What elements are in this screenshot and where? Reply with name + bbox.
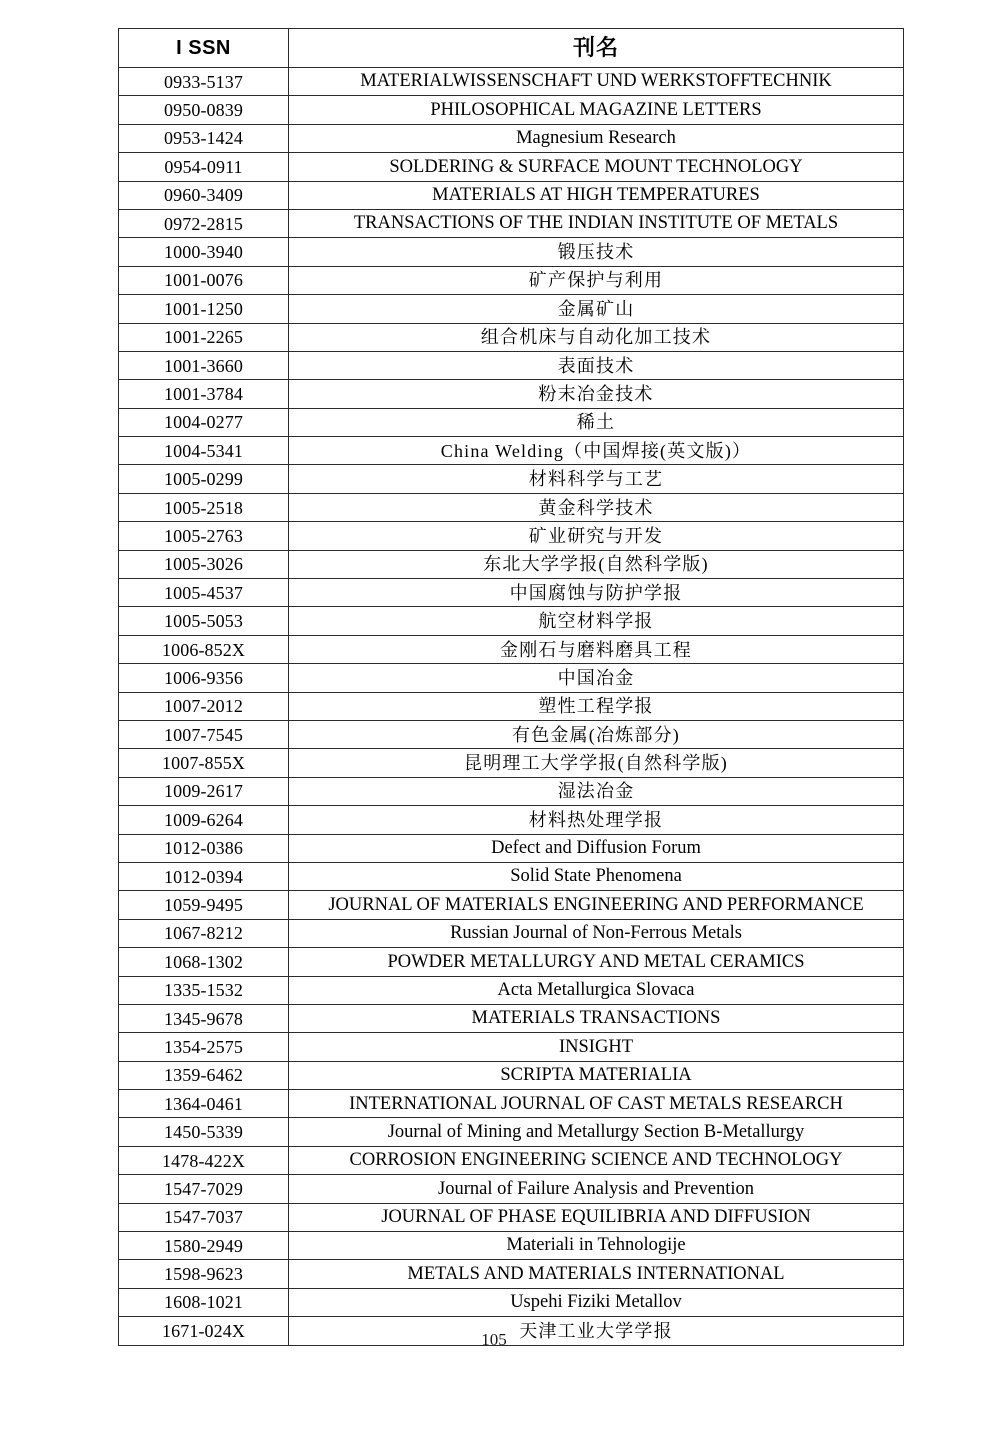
cell-issn: 0954-0911	[119, 153, 289, 181]
table-row	[119, 323, 904, 351]
cell-issn: 1359-6462	[119, 1061, 289, 1089]
cell-issn: 1005-0299	[119, 465, 289, 493]
cell-issn: 1345-9678	[119, 1004, 289, 1032]
cell-issn: 0972-2815	[119, 209, 289, 237]
table-row	[119, 749, 904, 777]
table-row	[119, 1004, 904, 1032]
cell-journal-title: Defect and Diffusion Forum	[289, 834, 904, 862]
cell-issn: 1005-2763	[119, 522, 289, 550]
cell-journal-title: Journal of Failure Analysis and Prevention	[289, 1175, 904, 1203]
table-row	[119, 862, 904, 890]
cell-journal-title: 矿业研究与开发	[289, 522, 904, 550]
cell-journal-title: 锻压技术	[289, 238, 904, 266]
table-body	[119, 68, 904, 1346]
table-row	[119, 96, 904, 124]
cell-journal-title: MATERIALWISSENSCHAFT UND WERKSTOFFTECHNIK	[289, 68, 904, 96]
table-row	[119, 295, 904, 323]
cell-journal-title: METALS AND MATERIALS INTERNATIONAL	[289, 1260, 904, 1288]
cell-issn: 1007-2012	[119, 692, 289, 720]
cell-journal-title: Magnesium Research	[289, 124, 904, 152]
table-row	[119, 1203, 904, 1231]
cell-issn: 1335-1532	[119, 976, 289, 1004]
table-row	[119, 408, 904, 436]
cell-issn: 1067-8212	[119, 919, 289, 947]
cell-journal-title: Journal of Mining and Metallurgy Section B-Metallurgy	[289, 1118, 904, 1146]
cell-journal-title: INTERNATIONAL JOURNAL OF CAST METALS RESEARCH	[289, 1090, 904, 1118]
cell-journal-title: 材料科学与工艺	[289, 465, 904, 493]
cell-issn: 1007-855X	[119, 749, 289, 777]
cell-issn: 1005-3026	[119, 550, 289, 578]
cell-journal-title: SCRIPTA MATERIALIA	[289, 1061, 904, 1089]
cell-issn: 1001-1250	[119, 295, 289, 323]
cell-journal-title: 天津工业大学学报	[289, 1317, 904, 1345]
table-row	[119, 493, 904, 521]
cell-journal-title: MATERIALS AT HIGH TEMPERATURES	[289, 181, 904, 209]
cell-issn: 0950-0839	[119, 96, 289, 124]
table-row	[119, 919, 904, 947]
table-row	[119, 579, 904, 607]
cell-journal-title: 金属矿山	[289, 295, 904, 323]
cell-issn: 1005-5053	[119, 607, 289, 635]
cell-journal-title: SOLDERING & SURFACE MOUNT TECHNOLOGY	[289, 153, 904, 181]
table-row	[119, 1260, 904, 1288]
cell-journal-title: 矿产保护与利用	[289, 266, 904, 294]
table-row	[119, 1118, 904, 1146]
cell-issn: 1012-0386	[119, 834, 289, 862]
cell-journal-title: 中国冶金	[289, 664, 904, 692]
cell-journal-title: 航空材料学报	[289, 607, 904, 635]
column-header-issn: I SSN	[119, 29, 289, 68]
cell-journal-title: Acta Metallurgica Slovaca	[289, 976, 904, 1004]
table-header	[119, 29, 904, 68]
table-row	[119, 1288, 904, 1316]
table-row	[119, 1146, 904, 1174]
table-row	[119, 777, 904, 805]
cell-journal-title: China Welding（中国焊接(英文版)）	[289, 437, 904, 465]
cell-journal-title: 塑性工程学报	[289, 692, 904, 720]
cell-issn: 1012-0394	[119, 862, 289, 890]
table-row	[119, 834, 904, 862]
cell-issn: 0953-1424	[119, 124, 289, 152]
cell-journal-title: MATERIALS TRANSACTIONS	[289, 1004, 904, 1032]
cell-issn: 1671-024X	[119, 1317, 289, 1345]
table-row	[119, 948, 904, 976]
cell-issn: 1059-9495	[119, 891, 289, 919]
table-row	[119, 380, 904, 408]
table-row	[119, 891, 904, 919]
cell-journal-title: 黄金科学技术	[289, 493, 904, 521]
page-number: 105	[481, 1330, 507, 1349]
cell-journal-title: 组合机床与自动化加工技术	[289, 323, 904, 351]
table-row	[119, 68, 904, 96]
table-header-row	[119, 29, 904, 68]
cell-issn: 1006-852X	[119, 635, 289, 663]
table-row	[119, 720, 904, 748]
table-row	[119, 266, 904, 294]
cell-journal-title: 表面技术	[289, 351, 904, 379]
cell-journal-title: PHILOSOPHICAL MAGAZINE LETTERS	[289, 96, 904, 124]
table-row	[119, 209, 904, 237]
table-row	[119, 692, 904, 720]
table-row	[119, 550, 904, 578]
cell-journal-title: POWDER METALLURGY AND METAL CERAMICS	[289, 948, 904, 976]
cell-journal-title: 稀土	[289, 408, 904, 436]
table-row	[119, 1033, 904, 1061]
journal-issn-table	[118, 28, 904, 1346]
cell-issn: 1005-2518	[119, 493, 289, 521]
cell-issn: 1001-2265	[119, 323, 289, 351]
table-row	[119, 664, 904, 692]
column-header-title: 刊名	[289, 29, 904, 68]
cell-issn: 1598-9623	[119, 1260, 289, 1288]
table-row	[119, 181, 904, 209]
table-row	[119, 1061, 904, 1089]
table-row	[119, 1175, 904, 1203]
cell-journal-title: INSIGHT	[289, 1033, 904, 1061]
cell-journal-title: 有色金属(冶炼部分)	[289, 720, 904, 748]
cell-journal-title: 东北大学学报(自然科学版)	[289, 550, 904, 578]
cell-issn: 1608-1021	[119, 1288, 289, 1316]
table-row	[119, 976, 904, 1004]
table-row	[119, 1090, 904, 1118]
cell-issn: 1580-2949	[119, 1232, 289, 1260]
cell-issn: 1478-422X	[119, 1146, 289, 1174]
cell-journal-title: 湿法冶金	[289, 777, 904, 805]
cell-issn: 1005-4537	[119, 579, 289, 607]
cell-journal-title: 中国腐蚀与防护学报	[289, 579, 904, 607]
cell-issn: 1364-0461	[119, 1090, 289, 1118]
cell-journal-title: Solid State Phenomena	[289, 862, 904, 890]
table-row	[119, 635, 904, 663]
cell-issn: 1001-0076	[119, 266, 289, 294]
cell-issn: 1001-3660	[119, 351, 289, 379]
cell-journal-title: JOURNAL OF MATERIALS ENGINEERING AND PERFORMANCE	[289, 891, 904, 919]
cell-issn: 1001-3784	[119, 380, 289, 408]
table-row	[119, 153, 904, 181]
table-row	[119, 238, 904, 266]
table-row	[119, 465, 904, 493]
cell-journal-title: 粉末冶金技术	[289, 380, 904, 408]
cell-issn: 1004-5341	[119, 437, 289, 465]
table-row	[119, 124, 904, 152]
cell-journal-title: JOURNAL OF PHASE EQUILIBRIA AND DIFFUSION	[289, 1203, 904, 1231]
table-row	[119, 607, 904, 635]
cell-journal-title: CORROSION ENGINEERING SCIENCE AND TECHNOLOGY	[289, 1146, 904, 1174]
cell-issn: 1006-9356	[119, 664, 289, 692]
cell-issn: 1068-1302	[119, 948, 289, 976]
cell-issn: 1004-0277	[119, 408, 289, 436]
cell-issn: 0933-5137	[119, 68, 289, 96]
cell-issn: 1009-2617	[119, 777, 289, 805]
cell-issn: 1354-2575	[119, 1033, 289, 1061]
table-row	[119, 437, 904, 465]
cell-issn: 1009-6264	[119, 806, 289, 834]
cell-journal-title: TRANSACTIONS OF THE INDIAN INSTITUTE OF METALS	[289, 209, 904, 237]
cell-journal-title: 昆明理工大学学报(自然科学版)	[289, 749, 904, 777]
cell-issn: 1547-7029	[119, 1175, 289, 1203]
cell-issn: 1007-7545	[119, 720, 289, 748]
cell-issn: 0960-3409	[119, 181, 289, 209]
cell-journal-title: Materiali in Tehnologije	[289, 1232, 904, 1260]
cell-issn: 1000-3940	[119, 238, 289, 266]
cell-issn: 1547-7037	[119, 1203, 289, 1231]
cell-issn: 1450-5339	[119, 1118, 289, 1146]
cell-journal-title: 材料热处理学报	[289, 806, 904, 834]
cell-journal-title: Russian Journal of Non-Ferrous Metals	[289, 919, 904, 947]
table-row	[119, 522, 904, 550]
table-row	[119, 806, 904, 834]
cell-journal-title: Uspehi Fiziki Metallov	[289, 1288, 904, 1316]
table-row	[119, 1232, 904, 1260]
cell-journal-title: 金刚石与磨料磨具工程	[289, 635, 904, 663]
table-row	[119, 351, 904, 379]
